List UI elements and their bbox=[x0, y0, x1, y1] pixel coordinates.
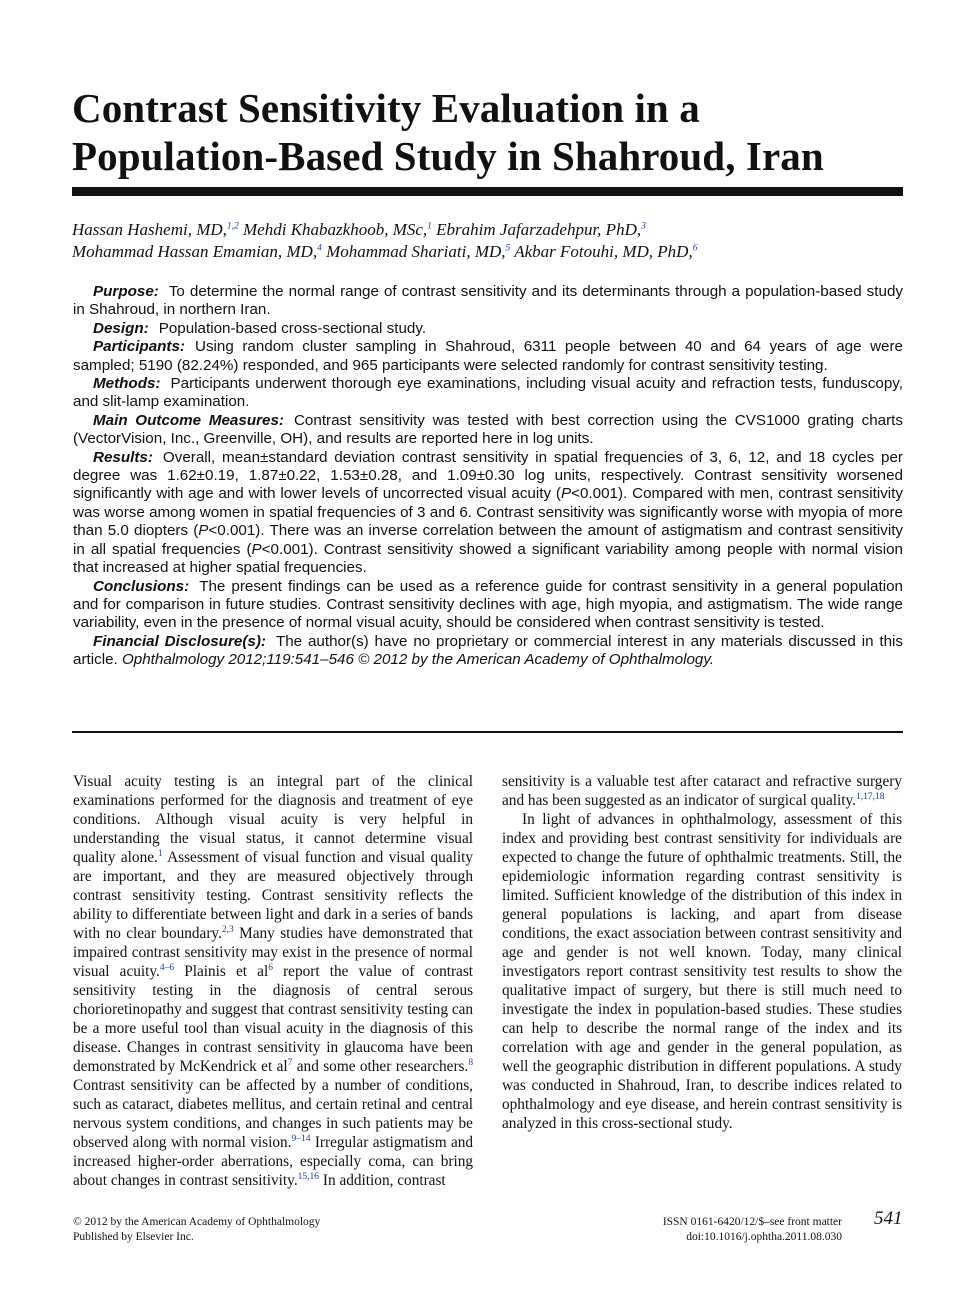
abstract-label: Participants: bbox=[93, 338, 185, 356]
author-name: Akbar Fotouhi, MD, PhD, bbox=[514, 242, 693, 261]
citation-link[interactable]: 9–14 bbox=[291, 1133, 311, 1144]
abstract-design bbox=[73, 320, 903, 338]
footer-left bbox=[73, 1215, 320, 1245]
abstract-rule bbox=[72, 731, 903, 733]
abstract-text: Using random cluster sampling in Shahroud, 6311 people between 40 and 64 years of age were sampled; 5190 (82.24%) responded, and 965 participants were selected randomly for contrast sensitivity testing. bbox=[73, 338, 903, 374]
body-paragraph: Visual acuity testing is an integral part of the clinical examinations performed for the diagnosis and treatment of eye conditions. Although visual acuity is very helpful in understanding the visual status, it cannot determine visual quality alone.$^1$ Assessment of visual function and visual quality are important, and they are measured objectively through contrast sensitivity testing. Contrast sensitivity reflects the ability to differentiate between light and dark in a series of bands with no clear boundary.$^{2,3}$ Many studies have demonstrated that impaired contrast sensitivity may exist in the presence of normal visual acuity.$^{4-6}$ Plainis et $al^6$ report the value of contrast sensitivity testing in the diagnosis of central serous chorioretinopathy and suggest that contrast sensitivity testing can be a more useful tool than visual acuity in the diagnosis of this disease. Changes in contrast sensitivity in glaucoma have been demonstrated by McKendrick et $al^7$ and some other researchers.$^8$ Contrast sensitivity can be affected by a number of conditions, such as cataract, diabetes mellitus, and certain retinal and central nervous system conditions, and changes in such patients may be observed along with normal vision.$^{9-14}$ Irregular astigmatism and increased higher-order aberrations, especially coma, can bring about changes in contrast sensitivity.$^{15,16}$ In addition, contrast bbox=[73, 773, 474, 1189]
abstract-label: Design: bbox=[93, 319, 149, 337]
body-paragraph: sensitivity is a valuable test after cataract and refractive surgery and has been suggested as an indicator of surgical quality.$^{1,17,18}$ bbox=[502, 773, 902, 809]
abstract-label: Purpose: bbox=[93, 283, 159, 300]
abstract-text: Overall, mean±standard deviation contrast sensitivity in spatial frequencies of 3, 6, 12, and 18 cycles per degree was 1.62±0.19, 1.87±0.22, 1.53±0.28, and 1.09±0.30 log units, respectively. Contrast sensitivity worsened significantly with age and with lower levels of uncorrected visual acuity ( bbox=[73, 448, 903, 503]
abstract-label: Results: bbox=[93, 448, 153, 466]
abstract bbox=[73, 283, 903, 670]
citation-link[interactable]: 15,16 bbox=[297, 1171, 320, 1182]
citation-link[interactable]: 2,3 bbox=[221, 924, 234, 935]
p-value-letter: P bbox=[251, 540, 262, 558]
abstract-purpose bbox=[73, 283, 903, 320]
publisher-line: Published by Elsevier Inc. bbox=[73, 1231, 194, 1243]
citation-link[interactable]: 1,17,18 bbox=[856, 791, 885, 802]
abstract-results bbox=[73, 449, 903, 578]
title-line: Contrast Sensitivity Evaluation in a bbox=[72, 85, 700, 131]
copyright-line: © 2012 by the American Academy of Ophthalmology bbox=[73, 1216, 321, 1228]
author-line bbox=[72, 219, 912, 241]
abstract-text: To determine the normal range of contrast sensitivity and its determinants through a population-based study in Shahroud, in northern Iran. bbox=[73, 283, 903, 319]
doi-link[interactable]: doi:10.1016/j.ophtha.2011.08.030 bbox=[686, 1231, 842, 1243]
footer-right bbox=[663, 1215, 842, 1245]
author-affiliation: 1,2 bbox=[226, 221, 239, 232]
journal-citation: Ophthalmology 2012;119:541–546 © 2012 by the American Academy of Ophthalmology. bbox=[121, 651, 715, 669]
author-name: Hassan Hashemi, MD, bbox=[72, 220, 227, 239]
citation-link[interactable]: 7 bbox=[287, 1057, 293, 1068]
abstract-disclosure bbox=[73, 633, 903, 670]
title-rule bbox=[72, 187, 903, 196]
body-column-right bbox=[502, 772, 902, 1133]
author-line bbox=[72, 241, 912, 263]
abstract-text: <0.001). Contrast sensitivity showed a significant variability among people with normal vision that increased at higher spatial frequencies. bbox=[73, 540, 904, 577]
body-paragraph: In light of advances in ophthalmology, assessment of this index and providing best contrast sensitivity for individuals are expected to change the future of ophthalmic treatments. Still, the epidemiologic information regarding contrast sensitivity is limited. Sufficient knowledge of the distribution of this index in general populations is lacking, and apart from disease conditions, the exact association between contrast sensitivity and age and gender is not well known. Today, many clinical investigators report contrast sensitivity test results to show the qualitative impact of surgery, but there is still much need to investigate the index in population-based studies. These studies can help to describe the normal range of the index and its correlation with age and gender in the general population, as well the geographic distribution in different populations. A study was conducted in Shahroud, Iran, to describe indices related to ophthalmology and eye disease, and herein contrast sensitivity is analyzed in this cross-sectional study. bbox=[502, 811, 903, 1132]
author-name: Ebrahim Jafarzadehpur, PhD, bbox=[436, 220, 642, 239]
abstract-label: Main Outcome Measures: bbox=[93, 411, 284, 429]
body-column-left bbox=[73, 772, 473, 1190]
abstract-text: Population-based cross-sectional study. bbox=[158, 319, 427, 337]
abstract-text: <0.001). Compared with men, contrast sensitivity was worse among women in spatial frequencies of 3 and 6. Contrast sensitivity was significantly worse with myopia of more than 5.0 diopters ( bbox=[73, 485, 903, 540]
p-value-letter: P bbox=[560, 485, 572, 503]
title-line: Population-Based Study in Shahroud, Iran bbox=[72, 133, 824, 179]
citation-link[interactable]: 4–6 bbox=[159, 962, 175, 973]
abstract-label: Financial Disclosure(s): bbox=[93, 632, 266, 650]
author-affiliation: 6 bbox=[692, 243, 698, 254]
article-title bbox=[72, 84, 912, 180]
abstract-text: The present findings can be used as a reference guide for contrast sensitivity in a general population and for comparison in future studies. Contrast sensitivity declines with age, high myopia, and astigmatism. The wide range variability, even in the presence of normal visual acuity, should be considered when contrast sensitivity is tested. bbox=[73, 577, 903, 632]
abstract-outcome bbox=[73, 412, 903, 449]
author-name: Mehdi Khabazkhoob, MSc, bbox=[243, 220, 428, 239]
author-name: Mohammad Hassan Emamian, MD, bbox=[72, 242, 318, 261]
abstract-text: Participants underwent thorough eye examinations, including visual acuity and refraction tests, funduscopy, and slit-lamp examination. bbox=[73, 375, 903, 411]
author-affiliation: 1 bbox=[427, 221, 432, 232]
citation-link[interactable]: 6 bbox=[268, 962, 273, 973]
author-list bbox=[72, 219, 912, 263]
abstract-text: <0.001). There was an inverse correlation between the amount of astigmatism and contrast sensitivity in all spatial frequencies ( bbox=[73, 522, 904, 558]
page-number: 541 bbox=[874, 1208, 903, 1229]
author-affiliation: 4 bbox=[317, 243, 322, 254]
citation-link[interactable]: 8 bbox=[468, 1057, 474, 1068]
issn-line: ISSN 0161-6420/12/$–see front matter bbox=[662, 1216, 842, 1228]
abstract-label: Conclusions: bbox=[93, 577, 190, 595]
abstract-text: The author(s) have no proprietary or commercial interest in any materials discussed in this article. bbox=[73, 632, 904, 669]
abstract-conclusions bbox=[73, 578, 903, 633]
abstract-methods bbox=[73, 375, 903, 412]
p-value-letter: P bbox=[198, 522, 209, 540]
citation-link[interactable]: 1 bbox=[157, 848, 163, 859]
abstract-text: Contrast sensitivity was tested with best correction using the CVS1000 grating charts (VectorVision, Inc., Greenville, OH), and results are reported here in log units. bbox=[73, 411, 903, 448]
abstract-label: Methods: bbox=[93, 375, 161, 393]
author-affiliation: 3 bbox=[641, 221, 646, 232]
author-name: Mohammad Shariati, MD, bbox=[326, 242, 506, 261]
abstract-participants bbox=[73, 338, 903, 375]
author-affiliation: 5 bbox=[505, 243, 511, 254]
